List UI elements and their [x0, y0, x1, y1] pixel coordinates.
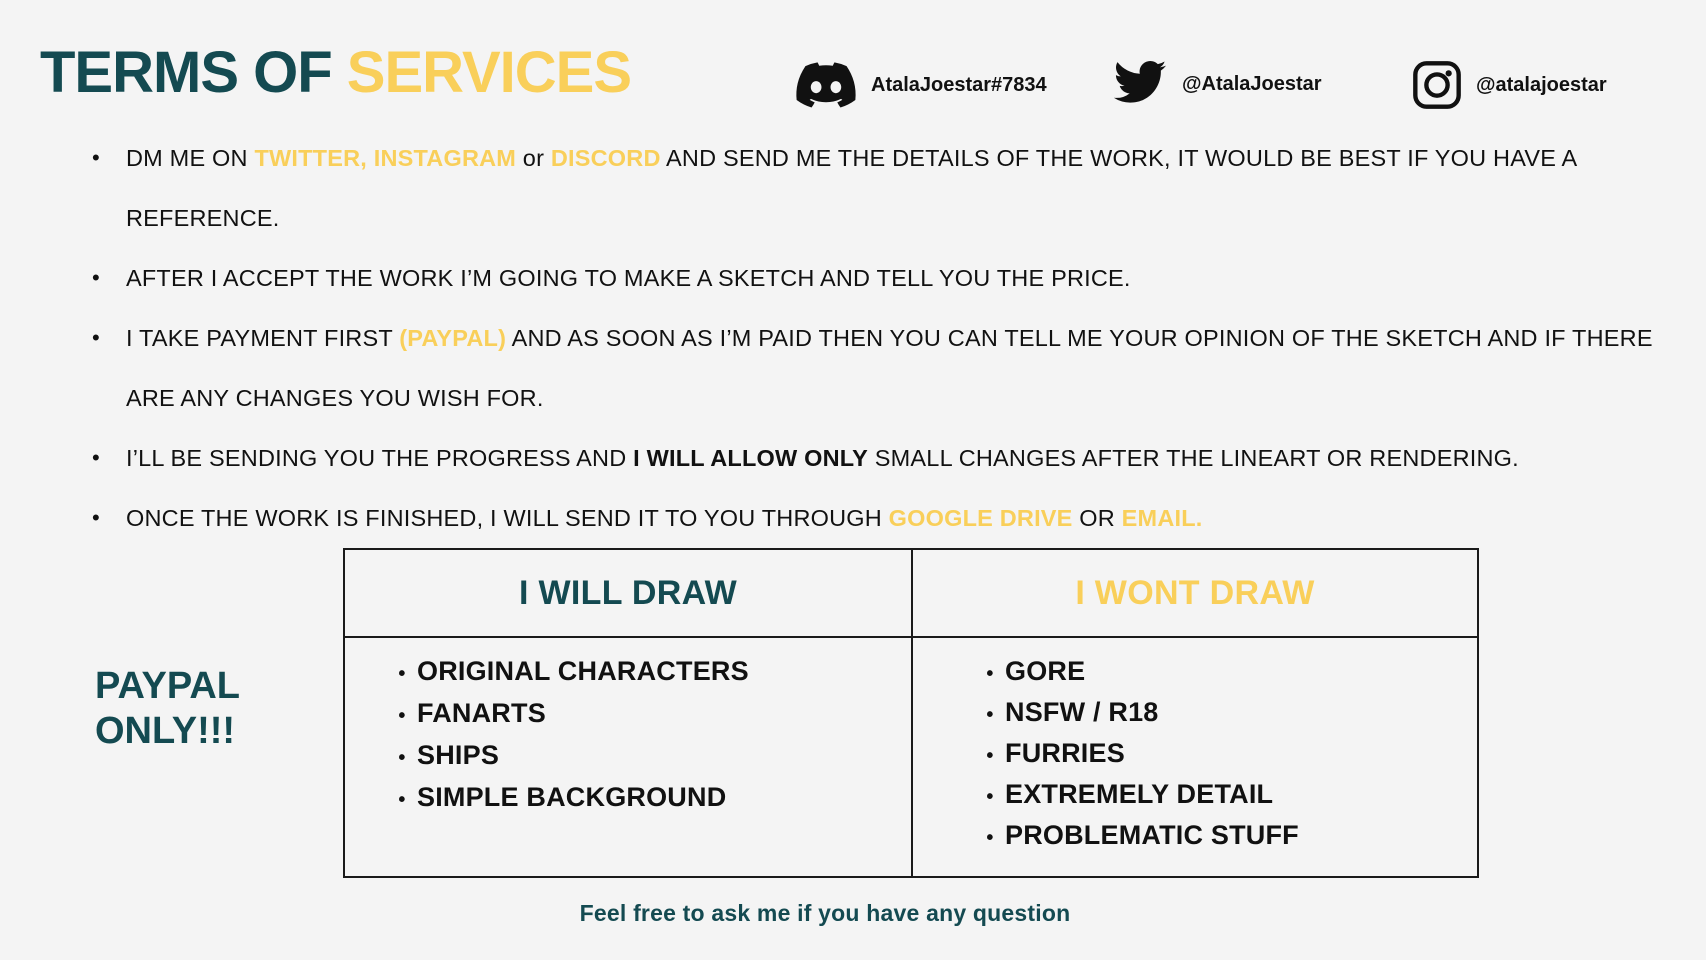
term-text-part: I WILL ALLOW ONLY	[633, 445, 869, 471]
term-text-part: AND SEND ME THE DETAILS OF THE WORK, IT WOULD BE BEST IF YOU HAVE A REFERENCE.	[126, 145, 1577, 231]
twitter-icon	[1112, 60, 1168, 108]
list-item-label: SHIPS	[417, 740, 500, 770]
term-text-part: SMALL CHANGES AFTER THE LINEART OR RENDERING.	[868, 445, 1519, 471]
draw-policy-table	[343, 548, 1479, 878]
footer-note-text: Feel free to ask me if you have any question	[579, 900, 1071, 926]
table-body-row	[345, 638, 1477, 876]
bullet-icon: •	[92, 325, 100, 350]
terms-list	[88, 128, 1688, 548]
will-draw-list	[345, 638, 911, 820]
page-title	[40, 40, 632, 105]
term-text-part: TWITTER, INSTAGRAM	[254, 145, 517, 171]
list-item	[387, 652, 911, 694]
bullet-icon: •	[398, 705, 406, 727]
list-item	[975, 734, 1477, 775]
term-item	[88, 488, 1688, 548]
list-item-label: GORE	[1005, 656, 1086, 686]
bullet-icon: •	[986, 663, 994, 685]
term-text-part: OR	[1072, 505, 1122, 531]
footer-note	[0, 900, 1706, 927]
bullet-icon: •	[92, 505, 100, 530]
term-text	[126, 428, 1519, 488]
table-header-row	[345, 550, 1477, 638]
bullet-icon: •	[398, 789, 406, 811]
paypal-note-line1: PAYPAL	[95, 665, 241, 707]
instagram-handle: @atalajoestar	[1476, 73, 1607, 96]
term-text	[126, 488, 1203, 548]
table-cell-will-draw	[345, 638, 913, 876]
page-title-accent: SERVICES	[346, 40, 632, 105]
page-title-primary: TERMS OF	[40, 40, 347, 105]
instagram-icon	[1412, 60, 1462, 110]
bullet-icon: •	[92, 265, 100, 290]
bullet-icon: •	[92, 145, 100, 170]
list-item	[387, 736, 911, 778]
social-discord[interactable]	[795, 62, 1047, 108]
wont-draw-list	[913, 638, 1477, 857]
table-cell-wont-draw	[913, 638, 1477, 876]
term-text	[126, 128, 1688, 248]
list-item-label: FANARTS	[417, 698, 546, 728]
term-text-part: I’LL BE SENDING YOU THE PROGRESS AND	[126, 445, 634, 471]
social-twitter[interactable]	[1112, 60, 1322, 108]
twitter-handle: @AtalaJoestar	[1182, 72, 1322, 95]
list-item-label: SIMPLE BACKGROUND	[417, 782, 727, 812]
header	[0, 24, 1706, 132]
list-item-label: NSFW / R18	[1005, 697, 1159, 727]
term-text-part: DISCORD	[550, 145, 661, 171]
term-item	[88, 128, 1688, 248]
discord-handle: AtalaJoestar#7834	[871, 73, 1047, 96]
term-item	[88, 248, 1688, 308]
list-item	[975, 652, 1477, 693]
social-instagram[interactable]	[1412, 60, 1607, 110]
term-item	[88, 308, 1688, 428]
list-item	[975, 816, 1477, 857]
term-text-part: DM ME ON	[126, 145, 255, 171]
list-item	[387, 778, 911, 820]
paypal-note-line2: ONLY!!!	[95, 709, 236, 752]
term-text-part: ONCE THE WORK IS FINISHED, I WILL SEND IT TO YOU THROUGH	[126, 505, 889, 531]
bullet-icon: •	[986, 745, 994, 767]
bullet-icon: •	[986, 786, 994, 808]
list-item	[975, 693, 1477, 734]
term-text-part: EMAIL.	[1121, 505, 1203, 531]
table-header-will-draw: I WILL DRAW	[345, 550, 913, 636]
bullet-icon: •	[92, 445, 100, 470]
table-header-wont-draw: I WONT DRAW	[1075, 573, 1315, 612]
term-text-part: GOOGLE DRIVE	[888, 505, 1073, 531]
term-text-part: or	[516, 145, 551, 171]
list-item	[975, 775, 1477, 816]
term-text-part: AND AS SOON AS I’M PAID THEN YOU CAN TELL ME YOUR OPINION OF THE SKETCH AND IF THERE ARE ANY CHANGES YOU WISH FOR.	[126, 325, 1653, 411]
term-item	[88, 428, 1688, 488]
list-item	[387, 694, 911, 736]
term-text	[126, 248, 1131, 308]
paypal-only-note	[95, 664, 240, 754]
bullet-icon: •	[986, 704, 994, 726]
term-text-part: AFTER I ACCEPT THE WORK I’M GOING TO MAKE A SKETCH AND TELL YOU THE PRICE.	[126, 265, 1131, 291]
discord-icon	[795, 62, 857, 108]
list-item-label: PROBLEMATIC STUFF	[1005, 820, 1299, 850]
list-item-label: EXTREMELY DETAIL	[1005, 779, 1274, 809]
list-item-label: FURRIES	[1005, 738, 1125, 768]
bullet-icon: •	[398, 663, 406, 685]
bullet-icon: •	[986, 827, 994, 849]
term-text-part: I TAKE PAYMENT FIRST	[126, 325, 400, 351]
term-text-part: (PAYPAL)	[399, 325, 507, 351]
bullet-icon: •	[398, 747, 406, 769]
term-text	[126, 308, 1688, 428]
list-item-label: ORIGINAL CHARACTERS	[417, 656, 749, 686]
